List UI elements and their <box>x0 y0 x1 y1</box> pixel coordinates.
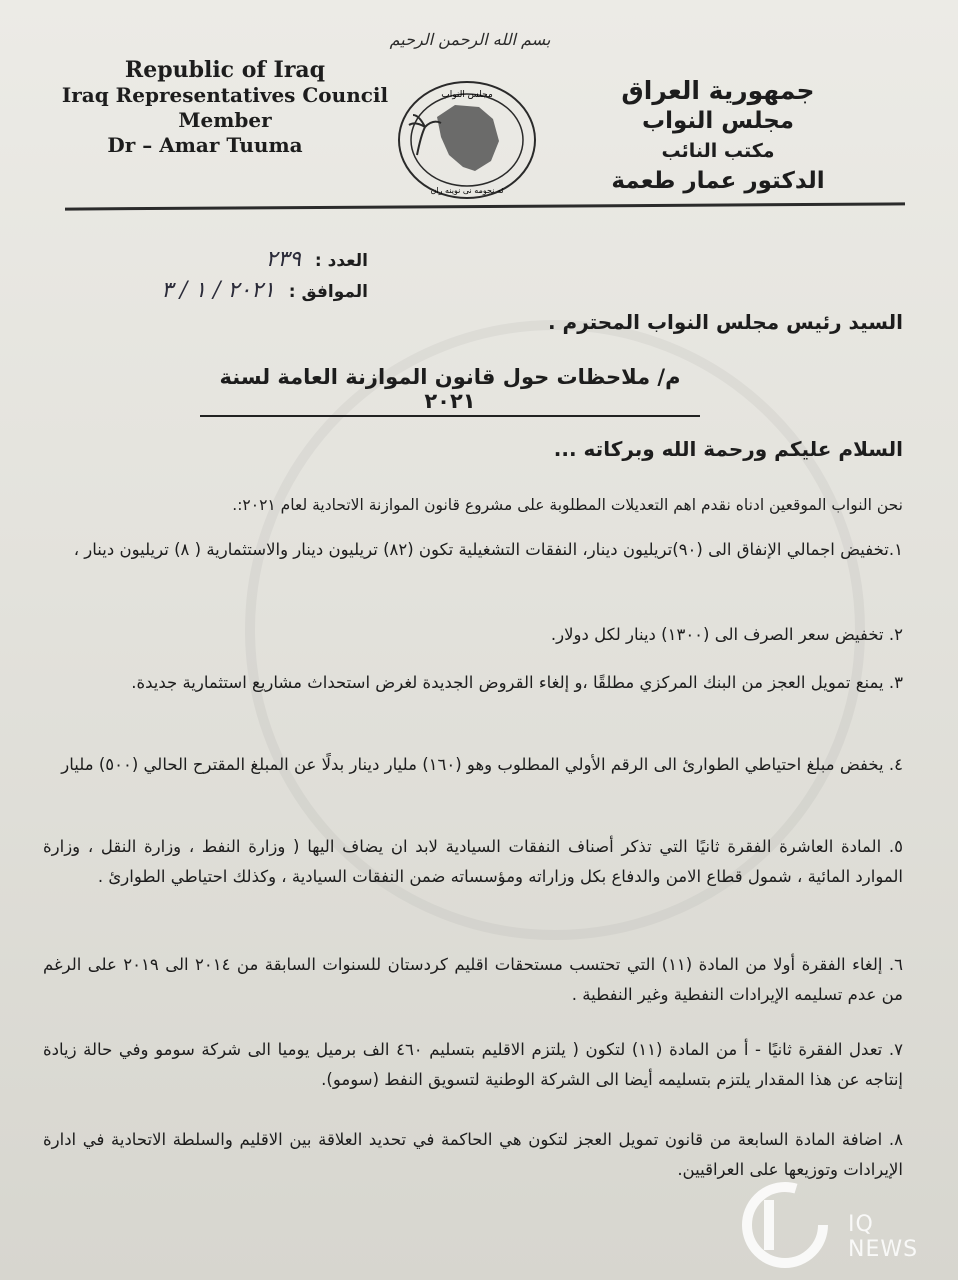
greeting: السلام عليكم ورحمة الله وبركاته ... <box>553 437 903 461</box>
english-letterhead <box>60 58 390 158</box>
reference-number-label: العدد : <box>314 251 368 271</box>
list-item: ٤. يخفض مبلغ احتياطي الطوارئ الى الرقم الأولي المطلوب وهو (١٦٠) مليار دينار بدلًا عن المبلغ المقترح الحالي (٥٠٠) مليار <box>61 755 903 774</box>
list-item: ٨. اضافة المادة السابعة من قانون تمويل العجز لتكون هي الحاكمة في تحديد العلاقة بين الاقليم والسلطة الاتحادية في ادارة الإيرادات وتوزيعها على العراقيين. <box>43 1130 903 1179</box>
list-item: ١.تخفيض اجمالي الإنفاق الى (٩٠)تريليون دينار، النفقات التشغيلية تكون (٨٢) تريليون دينار والاستثمارية ( ٨) تريليون دينار ، <box>73 540 903 559</box>
logo-bottom-text: ئه نجومه نى نوينه ران <box>430 186 504 195</box>
iqnews-text: IQ NEWS <box>848 1212 919 1262</box>
letterhead-line: Member <box>178 108 272 132</box>
letterhead-line: الدكتور عمار طعمة <box>611 168 825 194</box>
reference-date-value: ٢٠٢١ / ١ / ٣ <box>161 278 275 303</box>
list-item: ٥. المادة العاشرة الفقرة ثانيًا التي تذكر أصناف النفقات السيادية لابد ان يضاف اليها ( وزارة النفط ، وزارة النقل ، وزارة الموارد المائية ، شمول قطاع الامن والدفاع بكل وزاراته ومؤسساته ضمن النفقات السيادية ، وكذلك احتياطي الطوارئ . <box>43 837 903 886</box>
palm-tree-icon <box>409 115 441 155</box>
list-item: ٧. تعدل الفقرة ثانيًا - أ من المادة (١١) لتكون ( يلتزم الاقليم بتسليم ٤٦٠ الف برميل يوميا الى شركة سومو وفي حالة زيادة إنتاجه عن هذا المقدار يلتزم بتسليمه أيضا الى الشركة الوطنية لتسويق النفط (سومو). <box>43 1040 903 1089</box>
intro-paragraph: نحن النواب الموقعين ادناه نقدم اهم التعديلات المطلوبة على مشروع قانون الموازنة الاتحادية لعام ٢٠٢١:. <box>232 496 903 514</box>
subject-line: م/ ملاحظات حول قانون الموازنة العامة لسنة ٢٠٢١ <box>200 365 700 417</box>
letterhead-line: Dr – Amar Tuuma <box>107 133 303 157</box>
letterhead-line: مجلس النواب <box>641 108 795 134</box>
list-item: ٦. إلغاء الفقرة أولا من المادة (١١) التي تحتسب مستحقات اقليم كردستان للسنوات السابقة من ٢٠١٤ الى ٢٠١٩ على الرغم من عدم تسليمه الإيرادات النفطية وغير النفطية . <box>43 955 903 1004</box>
addressee: السيد رئيس مجلس النواب المحترم . <box>547 310 903 334</box>
letterhead-line: مكتب النائب <box>661 140 775 162</box>
list-item: ٢. تخفيض سعر الصرف الى (١٣٠٠) دينار لكل دولار. <box>550 625 903 644</box>
iqnews-watermark <box>740 1180 950 1260</box>
parliament-logo <box>375 75 560 205</box>
logo-top-text: مجلس النواب <box>441 90 493 100</box>
letterhead-line: Republic of Iraq <box>124 57 326 83</box>
arabic-letterhead <box>588 76 848 196</box>
letterhead-line: Iraq Representatives Council <box>61 83 389 107</box>
reference-number <box>161 245 368 276</box>
reference-number-value: ٢٣٩ <box>265 247 301 272</box>
reference-date-label: الموافق : <box>288 282 368 302</box>
iraq-map-icon <box>437 105 499 171</box>
list-item: ٣. يمنع تمويل العجز من البنك المركزي مطلقًا ،و إلغاء القروض الجديدة لغرض استحداث مشاريع استثمارية جديدة. <box>131 673 903 692</box>
reference-block <box>161 245 368 307</box>
reference-date <box>161 276 368 307</box>
letterhead-line: جمهورية العراق <box>621 76 815 105</box>
bismillah: بسم الله الرحمن الرحيم <box>389 30 551 49</box>
iqnews-logo-icon <box>740 1180 830 1270</box>
